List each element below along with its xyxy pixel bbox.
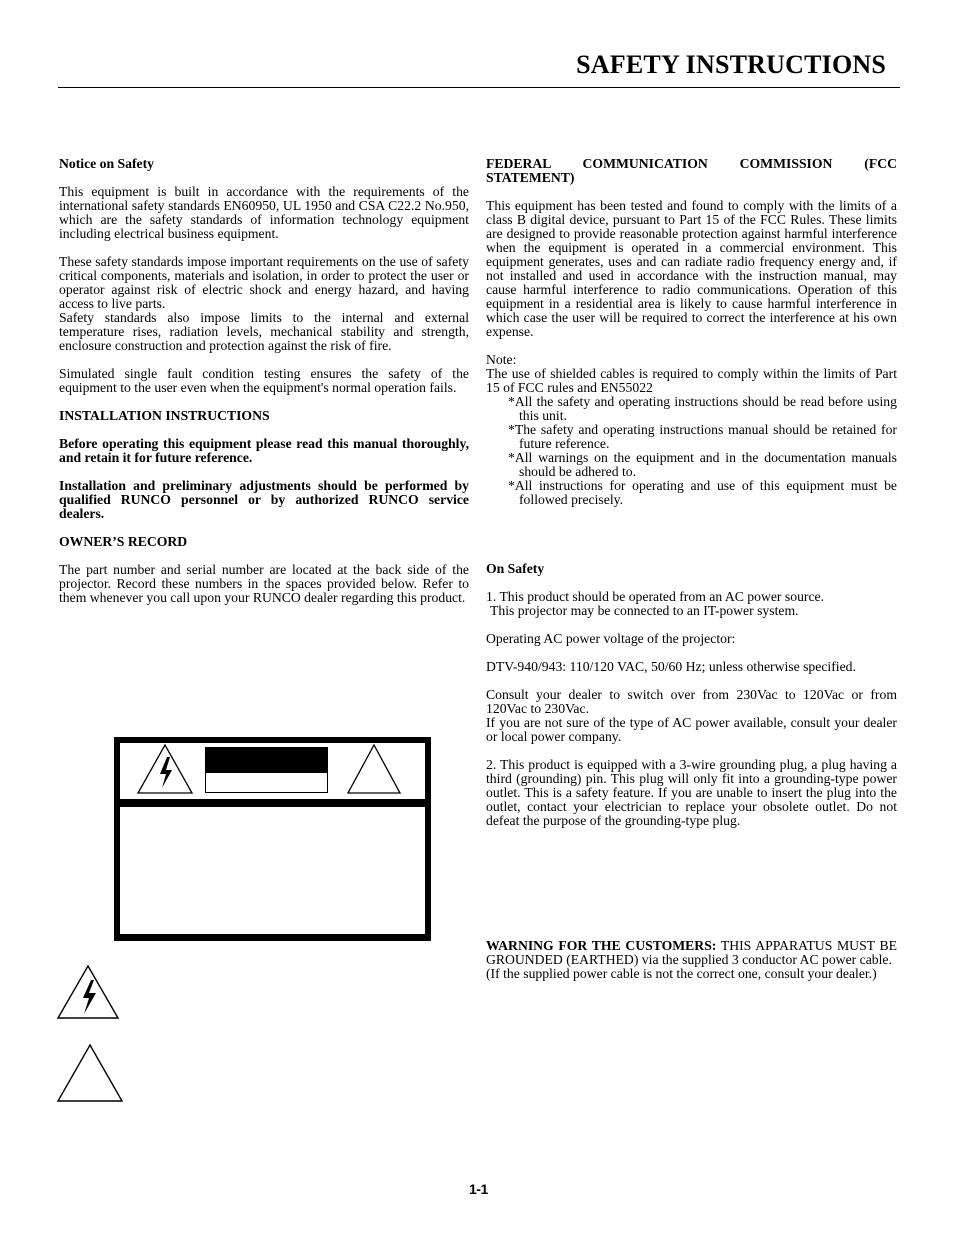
page-number: 1-1 (469, 1181, 488, 1197)
installation-paragraph-2: Installation and preliminary adjustments should be performed by qualified RUNCO personnel or by authorized RUNCO service dealers. (59, 478, 469, 521)
warning-label: WARNING FOR THE CUSTOMERS: (486, 938, 717, 953)
on-safety-paragraph-4b: If you are not sure of the type of AC power available, consult your dealer or local power company. (486, 715, 897, 744)
note-text: The use of shielded cables is required to comply within the limits of Part 15 of FCC rules and EN55022 (486, 366, 897, 395)
on-safety-heading: On Safety (486, 561, 545, 576)
warning-note: (If the supplied power cable is not the correct one, consult your dealer.) (486, 966, 877, 981)
on-safety-paragraph-4a: Consult your dealer to switch over from 230Vac to 120Vac or from 120Vac to 230Vac. (486, 687, 897, 716)
warning-label-text-panel (120, 807, 425, 934)
caution-banner (205, 747, 328, 793)
on-safety-paragraph-2: Operating AC power voltage of the projector: (486, 631, 736, 646)
left-column (59, 157, 469, 619)
list-item: *All the safety and operating instructions should be read before using this unit. (508, 394, 897, 423)
note-label: Note: (486, 352, 517, 367)
notice-on-safety-heading: Notice on Safety (59, 156, 155, 171)
lightning-triangle-icon (56, 964, 120, 1020)
owners-record-heading: OWNER’S RECORD (59, 534, 188, 549)
note-list (486, 395, 897, 507)
installation-heading: INSTALLATION INSTRUCTIONS (59, 408, 270, 423)
list-item: *The safety and operating instructions manual should be retained for future reference. (508, 422, 897, 451)
list-item: *All warnings on the equipment and in the documentation manuals should be adhered to. (508, 450, 897, 479)
on-safety-paragraph-1a: 1. This product should be operated from an AC power source. (486, 589, 825, 604)
list-item: *All instructions for operating and use of this equipment must be followed precisely. (508, 478, 897, 507)
warning-text: THIS APPARATUS MUST BE GROUNDED (EARTHED) via the supplied 3 conductor AC power cable. (486, 938, 897, 967)
caution-banner-bar (206, 748, 327, 773)
warning-paragraph (486, 939, 897, 967)
notice-paragraph-2b: Safety standards also impose limits to the internal and external temperature rises, radiation levels, mechanical stability and strength, enclosure construction and protection against the risk of fire. (59, 310, 469, 353)
right-column (486, 157, 897, 995)
notice-paragraph-3: Simulated single fault condition testing ensures the safety of the equipment to the user even when the equipment's normal operation fails. (59, 366, 469, 395)
exclamation-triangle-icon (346, 743, 402, 795)
exclamation-triangle-icon (56, 1043, 124, 1103)
notice-paragraph-1: This equipment is built in accordance with the requirements of the international safety standards EN60950, UL 1950 and CSA C22.2 No.950, which are the safety standards of information technology equipment including electrical business equipment. (59, 184, 469, 241)
fcc-heading: FEDERAL COMMUNICATION COMMISSION (FCC STATEMENT) (486, 156, 897, 185)
on-safety-paragraph-5: 2. This product is equipped with a 3-wire grounding plug, a plug having a third (grounding) pin. This plug will only fit into a grounding-type power outlet. This is a safety feature. If you are unable to insert the plug into the outlet, contact your electrician to replace your obsolete outlet. Do not defeat the purpose of the grounding-type plug. (486, 757, 897, 828)
fcc-paragraph: This equipment has been tested and found to comply with the limits of a class B digital device, pursuant to Part 15 of the FCC Rules. These limits are designed to provide reasonable protection against harmful interference when the equipment is operated in a commercial environment. This equipment generates, uses and can radiate radio frequency energy and, if not installed and used in accordance with the instruction manual, may cause harmful interference to radio communications. Operation of this equipment in a residential area is likely to cause harmful interference in which case the user will be required to correct the interference at his own expense. (486, 198, 897, 339)
lightning-triangle-icon (136, 743, 194, 795)
page-title: SAFETY INSTRUCTIONS (576, 50, 886, 79)
title-divider (58, 87, 900, 88)
installation-paragraph-1: Before operating this equipment please read this manual thoroughly, and retain it for future reference. (59, 436, 469, 465)
on-safety-paragraph-3: DTV-940/943: 110/120 VAC, 50/60 Hz; unless otherwise specified. (486, 659, 856, 674)
on-safety-paragraph-1b: This projector may be connected to an IT-power system. (490, 603, 799, 618)
notice-paragraph-2a: These safety standards impose important requirements on the use of safety critical components, materials and isolation, in order to protect the user or operator against risk of electric shock and energy hazard, and having access to live parts. (59, 254, 469, 311)
owners-record-paragraph: The part number and serial number are located at the back side of the projector. Record these numbers in the spaces provided below. Refer to them whenever you call upon your RUNCO dealer regarding this product. (59, 562, 469, 605)
